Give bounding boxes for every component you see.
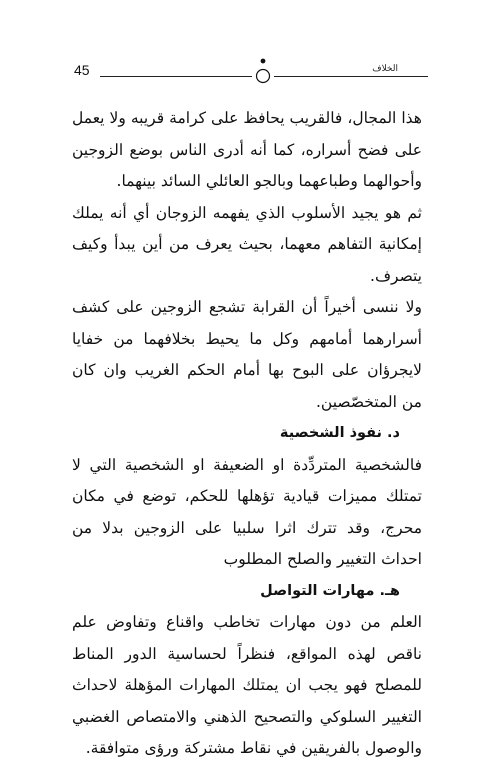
paragraph: هذا المجال، فالقريب يحافظ على كرامة قريبه ولا يعمل على فضح أسراره، كما أنه أدرى الناس بوضع الزوجين وأحوالهما وطباعهما وبالجو العائلي السائد بينهما. — [72, 109, 422, 190]
section-heading: هـ. مهارات التواصل — [260, 582, 400, 599]
header-rule-right — [274, 76, 428, 77]
header-rule-left — [100, 76, 252, 77]
running-title: الخلاف — [372, 64, 398, 74]
page-header — [68, 58, 428, 88]
paragraph: فالشخصية المتردِّدة او الضعيفة او الشخصية التي لا تمتلك مميزات قيادية تؤهلها للحكم، توضع في مكان محرج، وقد تترك اثرا سلبيا على الزوجين بدلا من احداث التغيير والصلح المطلوب — [72, 455, 422, 568]
paragraph: ثم هو يجيد الأسلوب الذي يفهمه الزوجان أي أنه يملك إمكانية التفاهم معهما، بحيث يعرف من أين يبدأ وكيف يتصرف. — [72, 203, 422, 285]
paragraph: ولا ننسى أخيراً أن القرابة تشجع الزوجين على كشف أسرارهما أمامهم وكل ما يحيط بخلافهما من خفايا لايجرؤان على البوح بها أمام الحكم الغريب وان كان من المتخصّصين. — [72, 298, 422, 411]
page-body — [72, 103, 422, 765]
section-heading: د. نفوذ الشخصية — [279, 425, 400, 441]
paragraph: العلم من دون مهارات تخاطب واقناع وتفاوض علم ناقص لهذه المواقع، فنظراً لحساسية الدور المناط للمصلح فهو يجب ان يمتلك المهارات المؤهلة لاحداث التغيير السلوكي والتصحيح الذهني والامتصاص الغضبي والوصول بالفريقين في نقاط مشتركة ورؤى متوافقة. — [72, 613, 422, 757]
page-number: 45 — [74, 62, 90, 78]
circle-ornament-icon — [253, 58, 273, 88]
